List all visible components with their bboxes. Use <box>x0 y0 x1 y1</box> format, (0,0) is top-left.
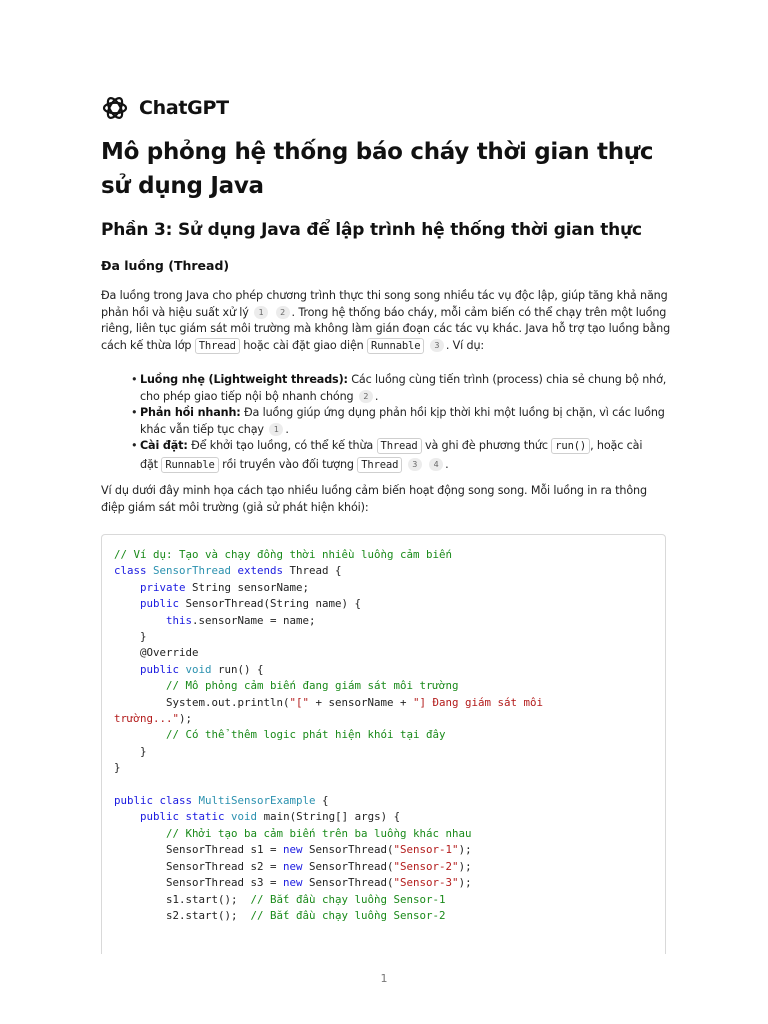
code-token: ); <box>179 712 193 726</box>
bullet-bold: Luồng nhẹ (Lightweight threads): <box>140 373 348 386</box>
code-token <box>114 663 140 676</box>
code-token <box>114 728 166 741</box>
page-title: Mô phỏng hệ thống báo cháy thời gian thực sử dụng Java <box>101 139 654 199</box>
citation-badge[interactable]: 4 <box>429 458 443 471</box>
citation-badge[interactable]: 2 <box>359 390 373 403</box>
code-line <box>114 859 665 875</box>
bullet-text: , hoặc cài <box>590 439 643 452</box>
bullet-text: đặt <box>140 457 158 471</box>
example-intro-paragraph <box>101 483 667 516</box>
inline-code-runnable: Runnable <box>367 338 424 354</box>
code-token: // Bắt đầu chạy luồng Sensor-1 <box>250 892 446 906</box>
code-token: Thread { <box>289 564 342 578</box>
citation-badge[interactable]: 1 <box>269 423 283 436</box>
bullet-text: khác vẫn tiếp tục chạy <box>140 422 264 436</box>
intro-line-2b: . Trong hệ thống báo cháy, mỗi cảm biến có thể chạy trên một luồng <box>291 305 667 319</box>
code-line <box>114 727 665 743</box>
code-token: private <box>140 580 193 594</box>
code-line <box>114 875 665 891</box>
code-content <box>102 535 665 924</box>
brand-name: ChatGPT <box>139 97 229 119</box>
intro-line-1: Đa luồng trong Java cho phép chương trình thực thi song song nhiều tác vụ độc lập, giúp tăng khả năng <box>101 289 668 302</box>
code-token: public <box>140 597 186 611</box>
code-token: public <box>114 794 160 808</box>
code-line <box>114 793 665 809</box>
code-token <box>114 597 140 610</box>
citation-badge[interactable]: 2 <box>276 306 290 319</box>
code-token: SensorThread s2 = <box>114 859 284 873</box>
code-token: ); <box>458 843 472 857</box>
intro-line-4c: . Ví dụ: <box>445 338 485 352</box>
code-token: public <box>140 810 186 824</box>
code-token <box>114 827 166 840</box>
code-token <box>114 679 166 692</box>
code-token <box>114 581 140 594</box>
code-token: SensorThread <box>153 564 238 578</box>
code-token: @Override <box>114 646 199 660</box>
bullet-text: Để khởi tạo luồng, có thể kế thừa <box>191 439 374 452</box>
code-token <box>114 810 140 823</box>
code-token: main(String[] args) { <box>263 810 401 824</box>
code-token: SensorThread( <box>309 859 394 873</box>
code-line <box>114 678 665 694</box>
code-token: System.out.println( <box>114 695 290 709</box>
code-token: + sensorName + <box>309 695 414 709</box>
code-line <box>114 695 665 711</box>
code-token: } <box>114 761 121 775</box>
bullet-bold: Cài đặt: <box>140 439 188 452</box>
code-token: void <box>231 810 264 824</box>
bullet-text: và ghi đè phương thức <box>424 439 548 452</box>
example-intro-line-2: điệp giám sát môi trường (giả sử phát hiện khói): <box>101 500 369 514</box>
bullet-end: . <box>285 422 289 436</box>
code-line <box>114 892 665 908</box>
inline-code-thread: Thread <box>377 438 422 454</box>
code-line <box>114 580 665 596</box>
code-line <box>114 826 665 842</box>
intro-line-4a: cách kế thừa lớp <box>101 338 192 352</box>
intro-line-3: riêng, liên tục giám sát môi trường mà không làm gián đoạn các tác vụ khác. Java hỗ trợ tạo luồng bằng <box>101 322 671 335</box>
code-line <box>114 547 665 563</box>
code-token: SensorThread(String name) { <box>185 597 362 611</box>
citation-badge[interactable]: 3 <box>408 458 422 471</box>
brand-header <box>101 94 229 122</box>
intro-line-2a: phản hồi và hiệu suất xử lý <box>101 305 249 319</box>
code-token: { <box>322 794 329 808</box>
bullet-list <box>131 372 671 473</box>
code-line <box>114 842 665 858</box>
inline-code-run: run() <box>551 438 590 454</box>
page-number: 1 <box>380 972 388 985</box>
code-block[interactable] <box>101 534 666 954</box>
code-token: static <box>185 810 232 824</box>
bullet-text: Các luồng cùng tiến trình (process) chia sẻ chung bộ nhớ, <box>351 373 667 386</box>
code-token: extends <box>237 564 290 578</box>
code-token: } <box>114 744 147 758</box>
citation-badge[interactable]: 3 <box>430 339 444 352</box>
code-line <box>114 744 665 760</box>
code-line <box>114 662 665 678</box>
code-token: trường..." <box>114 712 180 726</box>
code-token: // Mô phỏng cảm biến đang giám sát môi trường <box>166 679 459 693</box>
code-token: new <box>283 876 310 890</box>
code-token: .sensorName = name; <box>192 613 316 627</box>
intro-line-4b: hoặc cài đặt giao diện <box>243 338 364 352</box>
code-line <box>114 760 665 776</box>
code-token: "[" <box>289 695 310 709</box>
code-token: String sensorName; <box>192 580 310 594</box>
code-line <box>114 777 665 793</box>
code-token: s2.start(); <box>114 908 251 922</box>
code-token: "Sensor-1" <box>393 843 459 857</box>
bullet-bold: Phản hồi nhanh: <box>140 406 241 419</box>
bullet-text: cho phép giao tiếp nội bộ nhanh chóng <box>140 389 354 403</box>
code-token: // Khởi tạo ba cảm biến trên ba luồng khác nhau <box>166 826 472 840</box>
openai-logo-icon <box>101 94 129 122</box>
code-token <box>114 614 166 627</box>
code-token: // Có thể thêm logic phát hiện khói tại đây <box>166 728 446 742</box>
code-token: // Bắt đầu chạy luồng Sensor-2 <box>250 908 446 922</box>
bullet-end: . <box>374 389 379 403</box>
code-line <box>114 711 665 727</box>
code-line <box>114 629 665 645</box>
code-line <box>114 563 665 579</box>
code-token: new <box>283 859 310 873</box>
example-intro-line-1: Ví dụ dưới đây minh họa cách tạo nhiều luồng cảm biến hoạt động song song. Mỗi luồng in ra thông <box>101 484 647 497</box>
code-token: run() { <box>218 662 264 676</box>
code-line <box>114 908 665 924</box>
intro-paragraph <box>101 288 671 354</box>
code-line <box>114 809 665 825</box>
code-token: class <box>114 564 154 578</box>
code-token: "Sensor-2" <box>393 859 459 873</box>
inline-code-thread: Thread <box>357 457 402 473</box>
code-line <box>114 596 665 612</box>
code-token: public <box>140 662 186 676</box>
subsection-heading: Đa luồng (Thread) <box>101 258 230 273</box>
code-token: this <box>166 613 193 627</box>
list-item <box>131 372 671 405</box>
code-token: MultiSensorExample <box>198 794 323 808</box>
inline-code-runnable: Runnable <box>161 457 218 473</box>
bullet-text: rồi truyền vào đối tượng <box>222 457 354 471</box>
code-token: // Ví dụ: Tạo và chạy đồng thời nhiều luồng cảm biến <box>114 548 453 561</box>
code-token: SensorThread s3 = <box>114 876 284 890</box>
code-token: ); <box>458 876 472 890</box>
code-token: SensorThread( <box>309 843 394 857</box>
list-item <box>131 405 671 438</box>
code-token: void <box>185 662 219 676</box>
list-item <box>131 438 671 473</box>
code-token: "Sensor-3" <box>393 876 459 890</box>
code-token: "] Đang giám sát môi <box>413 695 544 709</box>
code-token: ); <box>458 859 472 873</box>
code-token: SensorThread s1 = <box>114 843 284 857</box>
bullet-end: . <box>445 457 449 471</box>
code-token: class <box>159 794 199 808</box>
inline-code-thread: Thread <box>195 338 240 354</box>
section-heading: Phần 3: Sử dụng Java để lập trình hệ thống thời gian thực <box>101 220 642 240</box>
code-token: SensorThread( <box>309 876 394 890</box>
code-line <box>114 645 665 661</box>
bullet-text: Đa luồng giúp ứng dụng phản hồi kịp thời khi một luồng bị chặn, vì các luồng <box>244 406 665 419</box>
code-token: new <box>283 843 310 857</box>
citation-badge[interactable]: 1 <box>254 306 268 319</box>
code-line <box>114 613 665 629</box>
code-token: s1.start(); <box>114 892 251 906</box>
code-token: } <box>114 630 147 644</box>
